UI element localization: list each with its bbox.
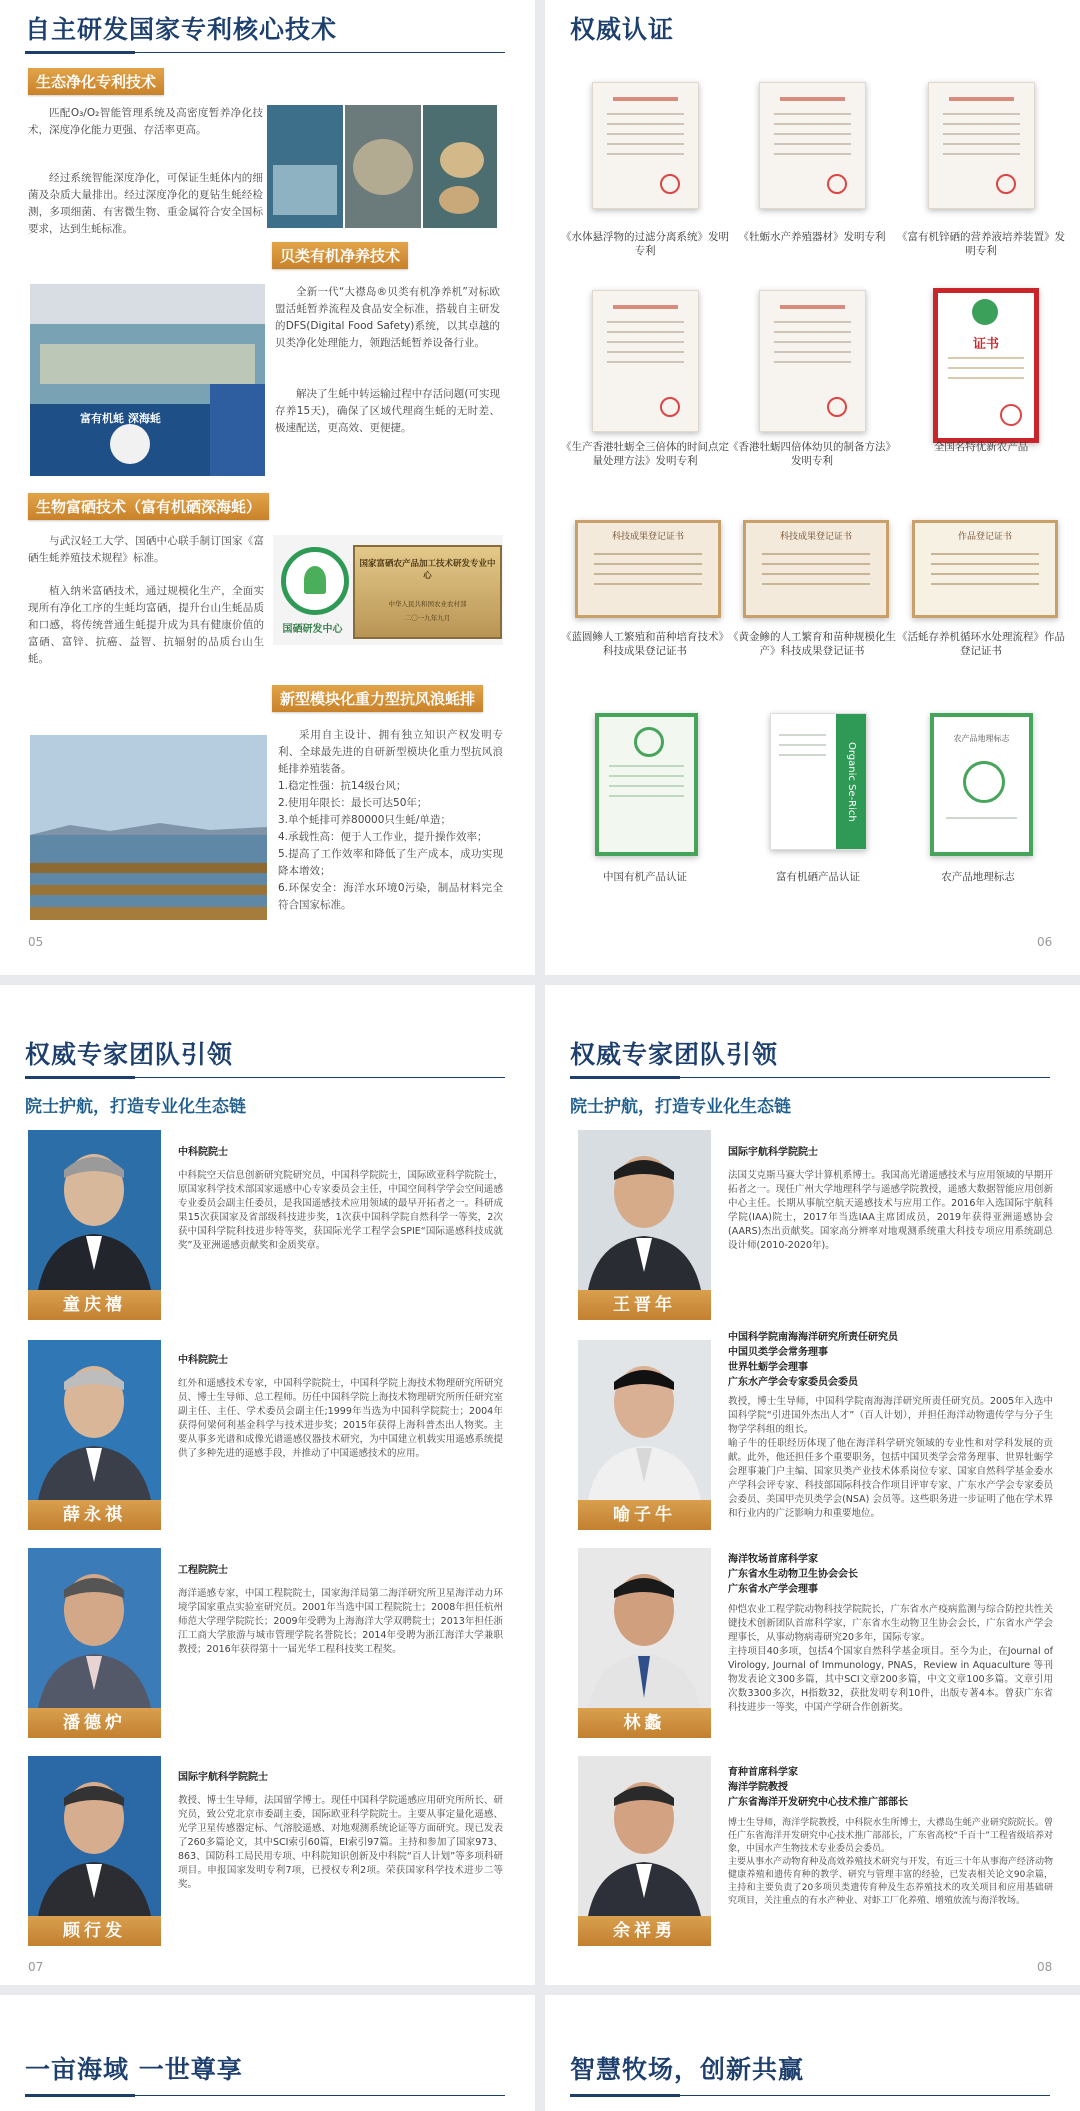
expert-photo [578,1340,711,1500]
plaque-issuer: 中华人民共和国农业农村部 [388,600,467,608]
page-number: 08 [1037,1960,1053,1974]
expert-description: 中科院空天信息创新研究院研究员，中国科学院院士，国际欧亚科学院院士，原国家科学技术部国家遥感中心专家委员会主任，中国空间科学学会空间遥感专业委员会副主任委员，是我国遥感技术应用领域的最早开拓者之一。科研成果15次获国家及省部级科技进步奖，1次获中国科学院自然科学一等奖，2次获中国科学院科技进步特等奖，获国际光学工程学会SPIE“国际遥感科技成就奖”及亚洲遥感贡献奖和金质奖章。 [178,1170,503,1251]
quality-product-certificate [933,288,1039,443]
title-divider [25,52,505,53]
page-title: 智慧牧场，创新共赢 [570,2055,805,2084]
cert-caption: 《水体悬浮物的过滤分离系统》发明专利 [561,231,729,257]
oyster-purification-photos [267,105,497,228]
page-number: 06 [1037,935,1053,949]
cert-caption: 《活蚝存养机循环水处理流程》作品登记证书 [897,631,1065,657]
page-subtitle: 院士护航，打造专业化生态链 [570,1097,791,1117]
cert-caption: 全国名特优新农产品 [933,441,1029,453]
page-08 [545,985,1080,1985]
expert-title: 海洋牧场首席科学家 广东省水生动物卫生协会会长 广东省水产学会理事 [728,1554,858,1595]
cert-caption: 《生产香港牡蛎全三倍体的时间点定量处理方法》发明专利 [561,441,729,467]
title-divider [25,2095,505,2096]
expert-name: 林蠡 [578,1708,711,1738]
section-tag-oyster-raft: 新型模块化重力型抗风浪蚝排 [272,685,483,712]
expert-photo [28,1130,161,1290]
page-title: 权威认证 [570,15,675,44]
expert-description: 红外和遥感技术专家，中国科学院院士，中国科学院上海技术物理研究所研究员、博士生导师、总工程师。历任中国科学院上海技术物理研究所所任研究室副主任、主任、学术委员会副主任;1999年当选为中国科学院院士；2004年获得何梁何利基金科学与技术进步奖；2015年获得上海科普杰出人物奖。主要从事多光谱和成像光谱遥感仪器技术研究，为中国建立机载实用遥感系统提供了多种先进的遥感手段，并推动了中国遥感技术的应用。 [178,1378,503,1459]
expert-name: 余祥勇 [578,1916,711,1946]
selenium-center-logo [281,547,349,615]
page-number: 07 [28,1960,44,1974]
work-registration-certificate: 作品登记证书 [912,520,1058,618]
title-divider [570,1077,1050,1078]
expert-description: 博士生导师，海洋学院教授，中科院水生所博士，大襟岛生蚝产业研究院院长。曾任广东省海洋开发研究中心技术推广部部长，广东省高校“千百十”工程省级培养对象，中国水产生物技术专业委员会委员。 主要从事水产动物育种及高效养殖技术研究与开发，有近三十年从事海产经济动物健康养殖和遗传育种的教学、研究与管理丰富的经验，已发表相关论文90余篇，主持和主要负责了20多项贝类遗传育种及生态养殖技术的攻关项目和应用基础研究项目，关注重点的有水产种业、对虾工厂化养殖、增殖放流与海洋牧场。 [728,1818,1053,1906]
selenium-paragraph-1: 与武汉轻工大学、国硒中心联手制订国家《富硒生蚝养殖技术规程》标准。 [28,535,264,564]
cert-caption: 《富有机锌硒的营养液培养装置》发明专利 [897,231,1065,257]
cert-caption: 《蓝圆鲹人工繁殖和苗种培育技术》科技成果登记证书 [561,631,729,657]
patent-certificate-2 [759,82,866,209]
page-number: 05 [28,935,44,949]
expert-description: 教授，博士生导师，中国科学院南海海洋研究所责任研究员。2005年入选中国科学院“引进国外杰出人才”（百人计划），并担任海洋动物遗传学与分子生物学学科组的组长。 喻子牛的任职经历体现了他在海洋科学研究领域的专业性和对学科发展的贡献。此外，他还担任多个重要职务，包括中国贝类学会常务理事、世界牡蛎学会理事兼门户主编、国家贝类产业技术体系岗位专家、国家自然科学基金委水产学科会评专家、科技部国际科技合作项目评审专家、广东水产学会专家委员会委员、美国甲壳贝类学会(NSA) 会员等。这些职务进一步证明了他在学术界和行业内的广泛影响力和重要地位。 [728,1396,1053,1519]
gold-plaque [353,545,502,639]
expert-photo [578,1130,711,1290]
page-06 [545,0,1080,975]
raft-intro: 采用自主设计、拥有独立知识产权发明专利、全球最先进的自研新型模块化重力型抗风浪蚝排养殖装备。 [278,729,503,775]
selenium-paragraph-2: 植入纳米富硒技术，通过规模化生产，全面实现所有净化工序的生蚝均富硒，提升台山生蚝品质和口感，将传统普通生蚝提升成为具有健康价值的富硒、富锌、抗癌、益智、抗辐射的品质台山生蚝。 [28,585,264,665]
page-05 [0,0,535,975]
cert-caption: 富有机硒产品认证 [776,871,860,883]
eco-paragraph-2: 经过系统智能深度净化，可保证生蚝体内的细菌及杂质大量排出。经过深度净化的夏钻生蚝经检测，多项细菌、有害微生物、重金属符合安全国标要求，达到生蚝标准。 [28,172,263,235]
expert-title: 中科院院士 [178,1147,228,1158]
expert-name: 顾行发 [28,1916,161,1946]
expert-description: 海洋遥感专家，中国工程院院士，国家海洋局第二海洋研究所卫星海洋动力环境学国家重点实验室研究员。2001年当选中国工程院院士；2008年担任杭州师范大学理学院院长；2009年受聘为上海海洋大学双聘院士；2013年担任浙江工商大学旅游与城市管理学院名誉院长；2014年受聘为浙江海洋大学兼职教授；2016年获得第十一届光华工程科技奖工程奖。 [178,1588,503,1655]
patent-certificate-4 [592,290,699,432]
expert-photo [28,1340,161,1500]
raft-features-list: 1.稳定性强：抗14级台风； 2.使用年限长：最长可达50年； 3.单个蚝排可养80000只生蚝/单造； 4.承载性高：便于人工作业，提升操作效率； 5.提高了工作效率和降低了生产成本，成功实现降本增效； 6.环保安全：海洋水环境0污染，制品材料完全符合国家标准。 [278,780,503,911]
cert-caption: 《黄金鲹的人工繁育和苗种规模化生产》科技成果登记证书 [728,631,896,657]
page-subtitle: 院士护航，打造专业化生态链 [25,1097,246,1117]
organic-se-rich-label: Organic Se-Rich [836,714,866,849]
page-07 [0,985,535,1985]
section-tag-eco-purification: 生态净化专利技术 [28,68,164,95]
cert-title: 证书 [972,337,999,352]
title-divider [570,2095,1050,2096]
patent-certificate-3 [928,82,1035,209]
organic-paragraph-2: 解决了生蚝中转运输过程中存活问题(可实现存养15天)，确保了区域代理商生蚝的无时差、极速配送，更高效、更便捷。 [275,388,500,434]
expert-photo [578,1548,711,1708]
expert-photo [28,1548,161,1708]
expert-title: 国际宇航科学院院士 [178,1772,268,1783]
selenium-center-photo [273,535,503,645]
patent-certificate-5 [759,290,866,432]
geo-indication-certificate: 农产品地理标志 [930,713,1033,856]
expert-photo [28,1756,161,1916]
organic-selenium-certificate [770,713,867,850]
expert-title: 中国科学院南海海洋研究所责任研究员 中国贝类学会常务理事 世界牡蛎学会理事 广东水产学会专家委员会委员 [728,1332,898,1388]
expert-description: 法国艾克斯马赛大学计算机系博士。我国高光谱遥感技术与应用领域的早期开拓者之一。现任广州大学地理科学与遥感学院教授，遥感大数据智能应用创新中心主任。长期从事航空航天遥感技术与应用工作。2016年入选国际宇航科学院(IAA)院士，2017年当选IAA主席团成员，2019年获得亚洲遥感协会(AARS)杰出贡献奖。国家高分辨率对地观测系统重大科技专项应用系统副总设计师(2010-2020年)。 [728,1170,1053,1251]
patent-certificate-1 [592,82,699,209]
sci-achievement-certificate-2: 科技成果登记证书 [743,520,889,618]
cert-caption: 农产品地理标志 [941,871,1015,883]
selenium-badge-label: 国硒研发中心 [282,624,343,635]
expert-title: 中科院院士 [178,1355,228,1366]
eco-paragraph-1: 匹配O₃/O₂智能管理系统及高密度暂养净化技术，深度净化能力更强、存活率更高。 [28,107,263,136]
cert-caption: 《牡蛎水产养殖器材》发明专利 [738,231,886,243]
expert-description: 仲恺农业工程学院动物科技学院院长，广东省水产疫病监测与综合防控共性关键技术创新团队首席科学家，广东省水生动物卫生协会会长，广东省水产学会理事长，从事动物病毒研究20多年，国际专家。 主持项目40多项，包括4个国家自然科学基金项目。至今为止，在Journal of Virology, Journal of Immunology, PNAS，Review in Aquaculture 等刊物发表论文300多篇，其中SCI文章200多篇，中文文章100多篇。文章引用次数3300多次，H指数32，获批发明专利10件，出版专著4本。曾获广东省科技进步一等奖，中国产学研合作创新奖。 [728,1604,1053,1713]
page-09 [0,1995,535,2111]
cert-caption: 《香港牡蛎四倍体幼贝的制备方法》发明专利 [728,441,896,467]
title-divider [25,1077,505,1078]
expert-description: 教授、博士生导师，法国留学博士。现任中国科学院遥感应用研究所所长、研究员，致公党北京市委副主委，国际欧亚科学院院士。主要从事定量化遥感、光学卫星传感器定标、气溶胶遥感、对地观测系统论证等方面研究。现已发表了260多篇论文，其中SCI索引60篇，EI索引97篇。主持和参加了国家973、863、国防科工局民用专项、中科院知识创新及中科院“百人计划”等多项科研项目。申报国家发明专利7项，已授权专利2项。荣获国家科学技术进步二等奖。 [178,1795,503,1890]
section-tag-organic-purification: 贝类有机净养技术 [272,242,408,269]
sci-achievement-certificate-1: 科技成果登记证书 [575,520,721,618]
expert-name: 王晋年 [578,1290,711,1320]
expert-title: 国际宇航科学院院士 [728,1147,818,1158]
page-title: 一亩海域 一世尊享 [25,2055,243,2084]
plaque-title: 国家富硒农产品加工技术研发专业中心 [359,559,496,581]
cert-caption: 中国有机产品认证 [603,871,687,883]
expert-photo [578,1756,711,1916]
plaque-date: 二〇一九年九月 [404,614,451,622]
expert-name: 童庆禧 [28,1290,161,1320]
expert-title: 工程院院士 [178,1565,228,1576]
expert-name: 薛永祺 [28,1500,161,1530]
section-tag-selenium: 生物富硒技术（富有机硒深海蚝） [28,493,269,520]
oyster-tank-photo [30,284,265,476]
expert-name: 喻子牛 [578,1500,711,1530]
expert-name: 潘德炉 [28,1708,161,1738]
expert-title: 育种首席科学家 海洋学院教授 广东省海洋开发研究中心技术推广部部长 [728,1767,908,1808]
page-10 [545,1995,1080,2111]
page-title: 权威专家团队引领 [25,1040,234,1069]
page-title: 自主研发国家专利核心技术 [25,15,338,44]
tank-sign-text: 富有机蚝 深海蚝 [80,412,161,425]
organic-product-certificate [595,713,698,856]
page-title: 权威专家团队引领 [570,1040,779,1069]
oyster-raft-photo [30,735,267,920]
organic-paragraph-1: 全新一代“大襟岛®贝类有机净养机”对标欧盟活蚝暂养流程及食品安全标准，搭载自主研发的DFS(Digital Food Safety)系统，以其卓越的贝类净化处理能力，领跑活蚝暂养设备行业。 [275,286,500,349]
